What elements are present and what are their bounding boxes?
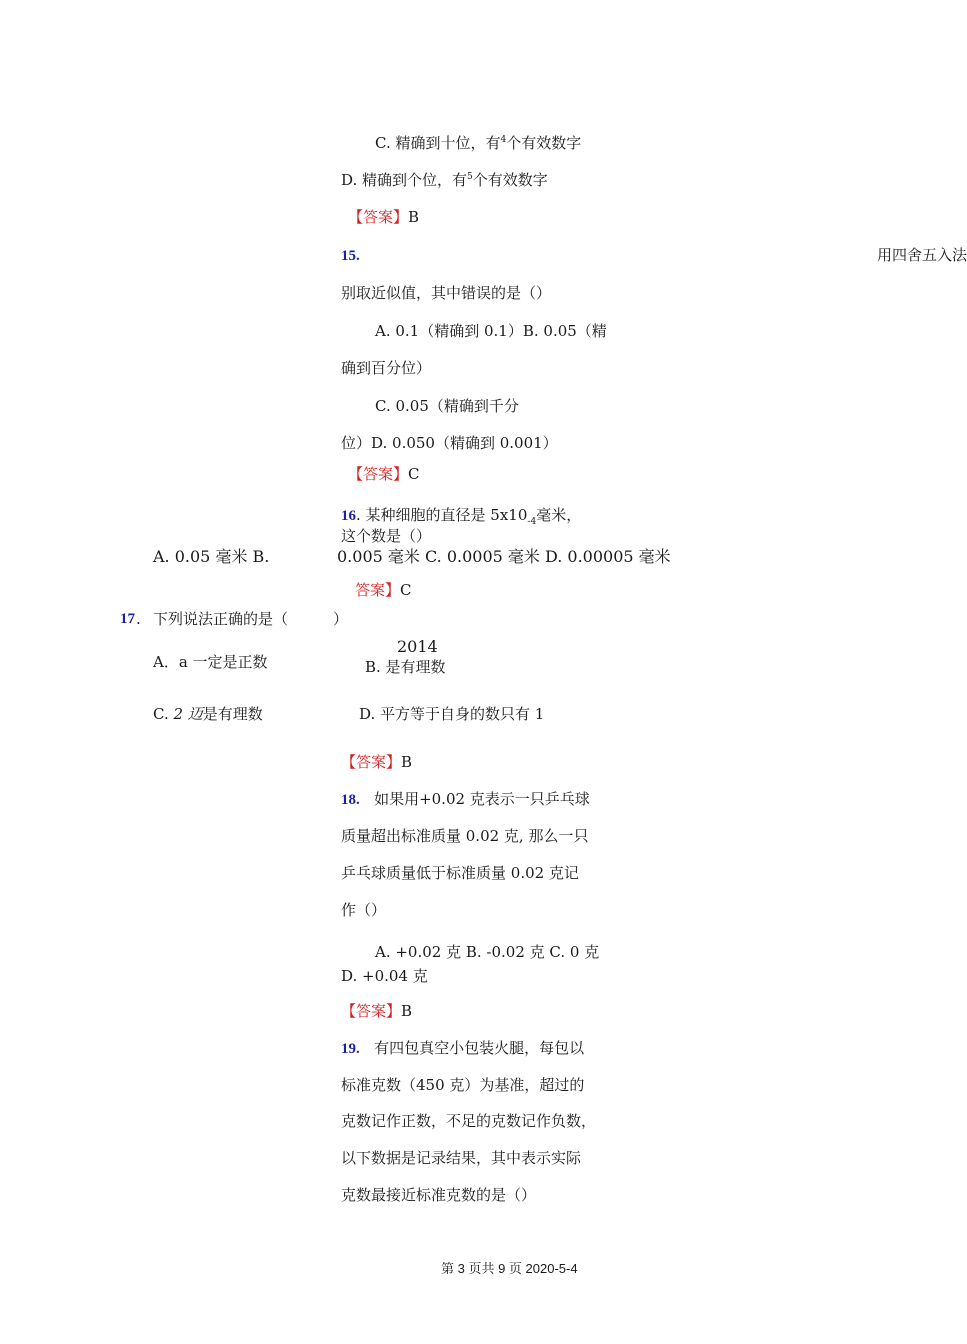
q17-answer [341,753,412,771]
q16-answer [355,581,412,599]
q19-line2: 标准克数（450 克）为基准，超过的 [341,1076,585,1094]
q17-option-d: D. 平方等于自身的数只有 1 [359,705,545,723]
q17-stem: 下列说法正确的是（ ） [153,610,349,628]
q18-number: 18. [341,792,360,808]
q17-fraction-numerator: 2014 [397,637,438,656]
q16-stem [341,506,581,528]
q14-option-c-superscript: 4 [500,135,507,145]
q17-option-b: B. 是有理数 [365,658,446,676]
q15-options-line2: 确到百分位） [341,359,432,377]
q19-line4: 以下数据是记录结果，其中表示实际 [341,1149,582,1167]
q17-option-c-math: 2 迈 [173,705,203,723]
q14-option-c [375,134,581,152]
q19-line1 [341,1039,584,1058]
q15-options-line4: 位）D. 0.050（精确到 0.001） [341,434,558,452]
q18-answer [341,1002,412,1020]
q18-line2: 质量超出标准质量 0.02 克, 那么一只 [341,827,589,845]
q18-line1 [341,790,590,809]
q15-stem-line2: 别取近似值，其中错误的是（） [341,284,552,302]
q15-options-line3: C. 0.05（精确到千分 [375,397,519,415]
q15-number: 15. [341,248,360,264]
q15-options-line1: A. 0.1（精确到 0.1）B. 0.05（精 [375,322,607,340]
answer-value: B [401,1002,413,1020]
q15-answer [348,465,420,483]
answer-label: 【答案】 [348,465,409,483]
q18-line3: 乒乓球质量低于标准质量 0.02 克记 [341,864,579,882]
q18-options-line1: A. +0.02 克 B. -0.02 克 C. 0 克 [375,943,600,961]
q19-number: 19. [341,1041,360,1057]
answer-value: B [408,208,420,226]
answer-label: 答案】 [355,581,401,599]
q14-option-c-suffix: 个有效数字 [506,134,582,152]
answer-label: 【答案】 [348,208,409,226]
answer-value: C [408,465,420,483]
q14-option-d-text: D. 精确到个位，有 [341,171,468,189]
q18-options-line2: D. +0.04 克 [341,967,428,985]
q18-line1-text: 如果用+0.02 克表示一只乒乓球 [374,790,590,808]
q17-option-a: A．a 一定是正数 [153,653,268,671]
q16-stem-suffix: 毫米， [536,506,582,524]
q16-exponent: -4 [527,517,537,527]
q16-stem-text: . 某种细胞的直径是 5x10 [356,506,528,524]
q19-line3: 克数记作正数，不足的克数记作负数， [341,1112,597,1130]
page-footer: 第 3 页共 9 页 2020-5-4 [441,1261,578,1276]
q19-line1-text: 有四包真空小包装火腿，每包以 [374,1039,585,1057]
answer-label: 【答案】 [341,753,402,771]
q17-number: 17 [120,611,135,627]
q19-line5: 克数最接近标准克数的是（） [341,1186,537,1204]
q17-option-c-letter: C. [153,705,174,723]
q17-option-c [153,705,263,723]
q14-answer [348,208,419,226]
q15-stem-right: 用四舍五入法 [877,246,967,264]
q14-option-d-suffix: 个有效数字 [472,171,548,189]
q16-options-left: A. 0.05 毫米 B. [153,547,270,566]
q16-number: 16 [341,508,356,524]
answer-value: B [401,753,413,771]
q17-number-dot: . [136,610,141,628]
q18-line4: 作（） [341,901,387,919]
answer-value: C [400,581,412,599]
q16-options-right: 0.005 毫米 C. 0.0005 毫米 D. 0.00005 毫米 [337,547,671,566]
q16-stem-line2: 这个数是（） [341,527,432,545]
q14-option-c-text: C. 精确到十位，有 [375,134,501,152]
answer-label: 【答案】 [341,1002,402,1020]
q17-option-c-text: 是有理数 [202,705,263,723]
q14-option-d-superscript: 5 [467,172,473,182]
q14-option-d [341,171,548,189]
